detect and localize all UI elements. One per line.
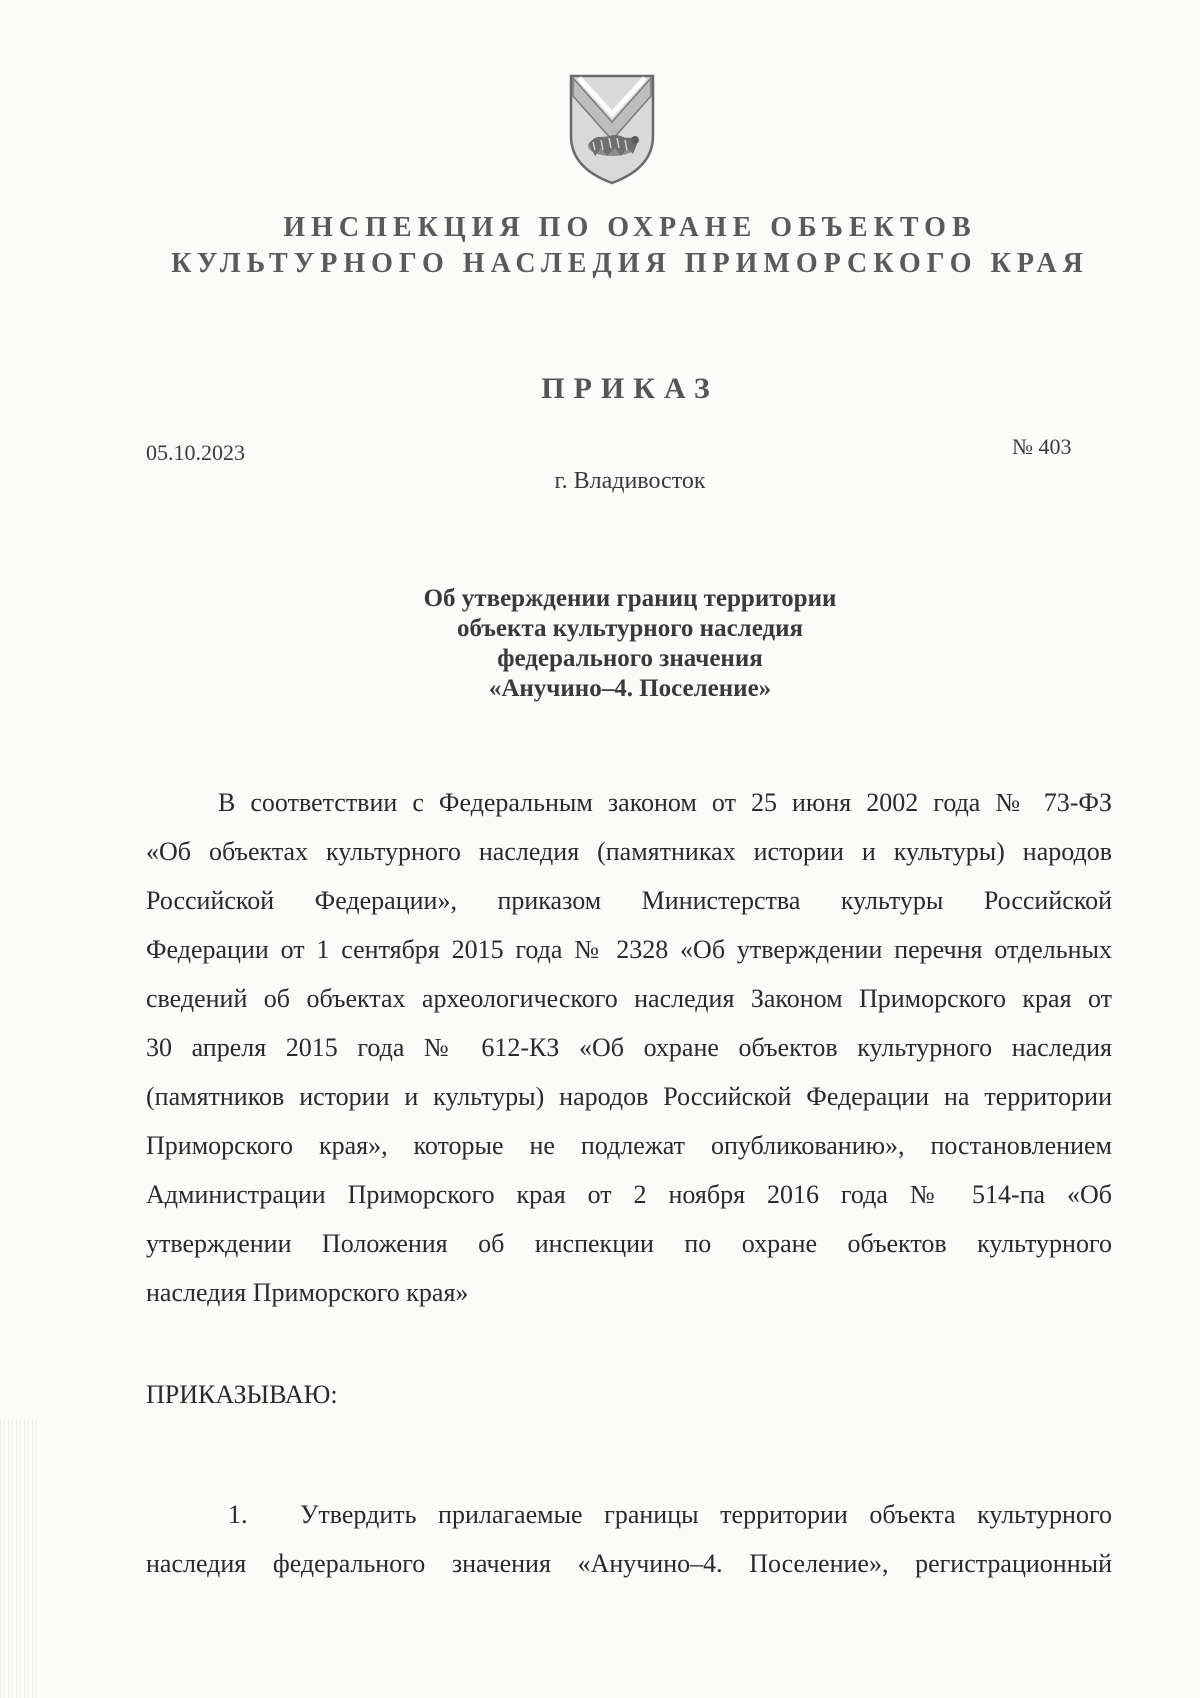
document-subject bbox=[300, 584, 960, 704]
document-date: 05.10.2023 bbox=[146, 440, 245, 465]
paragraph-line: Приморского края», которые не подлежат опубликованию», постановлением bbox=[146, 1131, 1112, 1160]
subject-line: Об утверждении границ территории bbox=[423, 585, 837, 612]
item-line bbox=[146, 1490, 1112, 1539]
paragraph-line: В соответствии с Федеральным законом от 25 июня 2002 года № 73-ФЗ bbox=[218, 788, 1112, 817]
subject-line: федерального значения bbox=[497, 645, 763, 672]
paragraph-line: «Об объектах культурного наследия (памятниках истории и культуры) народов bbox=[146, 837, 1112, 866]
item-number: 1. bbox=[228, 1500, 248, 1529]
order-item-1 bbox=[146, 1490, 1112, 1588]
organization-name-line2: КУЛЬТУРНОГО НАСЛЕДИЯ ПРИМОРСКОГО КРАЯ bbox=[171, 248, 1089, 279]
order-word: ПРИКАЗЫВАЮ: bbox=[146, 1380, 338, 1409]
paragraph-line: Администрации Приморского края от 2 ноября 2016 года № 514-па «Об bbox=[146, 1180, 1112, 1209]
document-city: г. Владивосток bbox=[554, 468, 706, 494]
paragraph-line: утверждении Положения об инспекции по охране объектов культурного bbox=[146, 1229, 1112, 1258]
paragraph-line: Федерации от 1 сентября 2015 года № 2328 «Об утверждении перечня отдельных bbox=[146, 935, 1112, 964]
paragraph-line: Российской Федерации», приказом Министерства культуры Российской bbox=[146, 886, 1112, 915]
subject-line: «Анучино–4. Поселение» bbox=[488, 675, 772, 702]
scan-edge-noise bbox=[0, 1420, 40, 1698]
coat-of-arms-icon bbox=[565, 72, 659, 187]
item-line: наследия федерального значения «Анучино–4. Поселение», регистрационный bbox=[146, 1549, 1112, 1578]
paragraph-line: (памятников истории и культуры) народов Российской Федерации на территории bbox=[146, 1082, 1112, 1111]
document-title: ПРИКАЗ bbox=[541, 372, 719, 405]
paragraph-line: 30 апреля 2015 года № 612-КЗ «Об охране объектов культурного наследия bbox=[146, 1033, 1112, 1062]
organization-name-line1: ИНСПЕКЦИЯ ПО ОХРАНЕ ОБЪЕКТОВ bbox=[283, 212, 977, 243]
subject-line: объекта культурного наследия bbox=[456, 615, 804, 642]
paragraph-line: сведений об объектах археологического наследия Законом Приморского края от bbox=[146, 984, 1112, 1013]
preamble-paragraph bbox=[146, 778, 1112, 1317]
document-number: № 403 bbox=[1012, 434, 1072, 459]
item-text: Утвердить прилагаемые границы территории объекта культурного bbox=[300, 1500, 1112, 1529]
paragraph-line: наследия Приморского края» bbox=[146, 1278, 469, 1307]
